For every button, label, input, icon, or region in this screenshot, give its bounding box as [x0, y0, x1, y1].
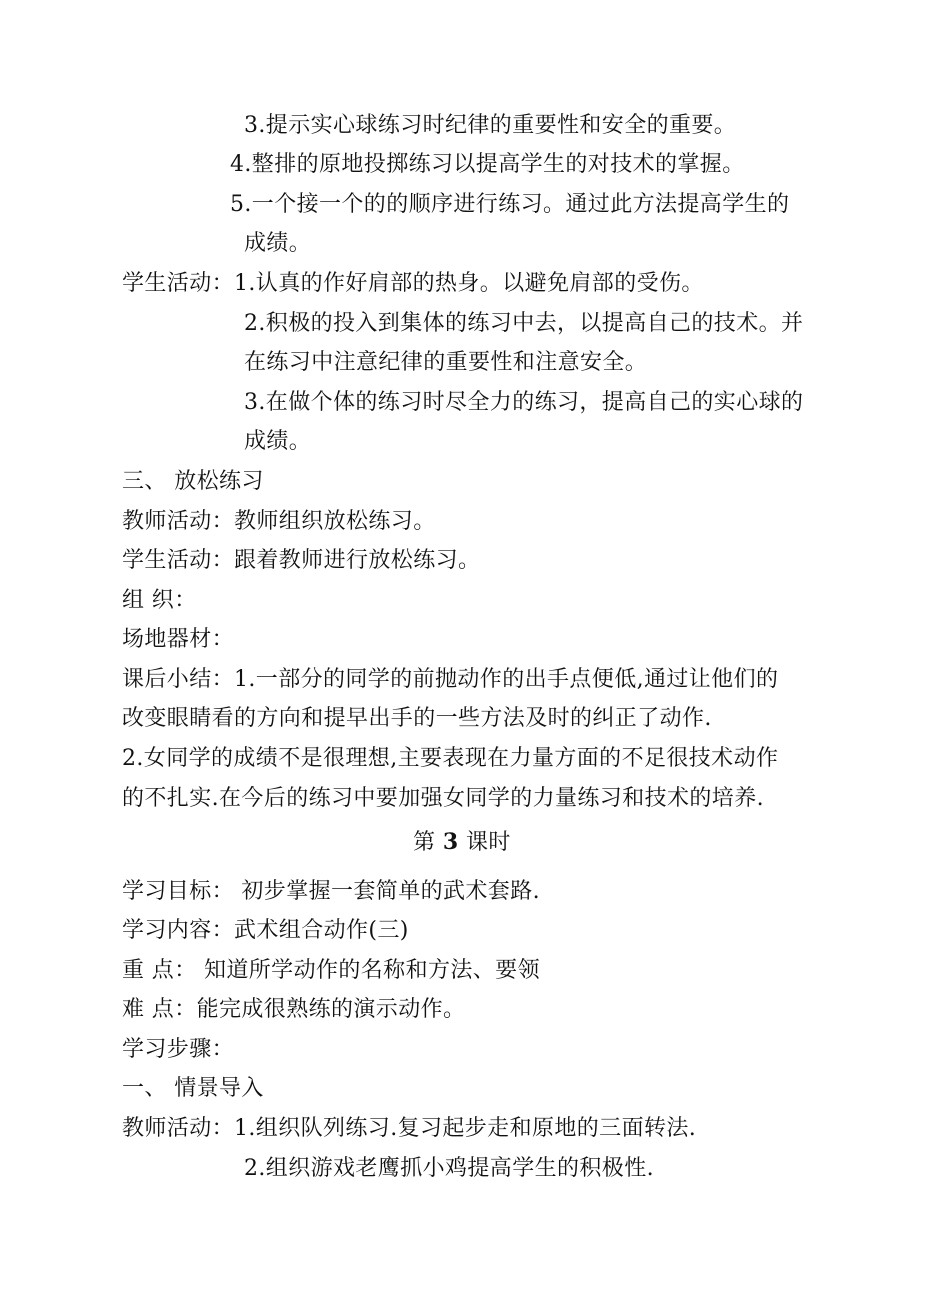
text-line: 的不扎实.在今后的练习中要加强女同学的力量练习和技术的培养.: [122, 786, 764, 811]
text-line: 学习步骤：: [122, 1037, 235, 1062]
text-line: 5.一个接一个的的顺序进行练习。通过此方法提高学生的: [230, 192, 790, 217]
text-line: 成绩。: [244, 231, 312, 256]
section-heading: 三、 放松练习: [122, 469, 264, 494]
text-line: 改变眼睛看的方向和提早出手的一些方法及时的纠正了动作.: [122, 706, 712, 731]
text-line: 成绩。: [244, 429, 312, 454]
text-line: 教师活动：1.组织队列练习.复习起步走和原地的三面转法.: [122, 1116, 697, 1141]
text-line: 教师活动：教师组织放松练习。: [122, 509, 436, 534]
text-line: 组 织：: [122, 588, 197, 613]
lesson-heading-number: 3: [442, 829, 459, 855]
text-line: 4.整排的原地投掷练习以提高学生的对技术的掌握。: [230, 152, 745, 177]
text-line: 学生活动：跟着教师进行放松练习。: [122, 548, 481, 573]
lesson-heading: [413, 828, 511, 857]
text-line: 学习内容：武术组合动作(三): [122, 918, 409, 943]
text-line: 2.组织游戏老鹰抓小鸡提高学生的积极性.: [244, 1156, 654, 1181]
text-line: 2.女同学的成绩不是很理想,主要表现在力量方面的不足很技术动作: [122, 746, 779, 771]
text-line: 3.提示实心球练习时纪律的重要性和安全的重要。: [244, 113, 737, 138]
text-line: 2.积极的投入到集体的练习中去，以提高自己的技术。并: [244, 311, 804, 336]
text-line: 学生活动：1.认真的作好肩部的热身。以避免肩部的受伤。: [122, 271, 704, 296]
text-line: 3.在做个体的练习时尽全力的练习，提高自己的实心球的: [244, 390, 804, 415]
lesson-heading-prefix: 第: [413, 830, 436, 855]
text-line: 难 点：能完成很熟练的演示动作。: [122, 997, 466, 1022]
text-line: 重 点： 知道所学动作的名称和方法、要领: [122, 958, 540, 983]
text-line: 学习目标： 初步掌握一套简单的武术套路.: [122, 879, 540, 904]
text-line: 在练习中注意纪律的重要性和注意安全。: [244, 350, 648, 375]
section-heading: 一、 情景导入: [122, 1076, 264, 1101]
text-line: 课后小结：1.一部分的同学的前抛动作的出手点便低,通过让他们的: [122, 667, 779, 692]
text-line: 场地器材：: [122, 627, 235, 652]
lesson-heading-suffix: 课时: [465, 830, 511, 855]
